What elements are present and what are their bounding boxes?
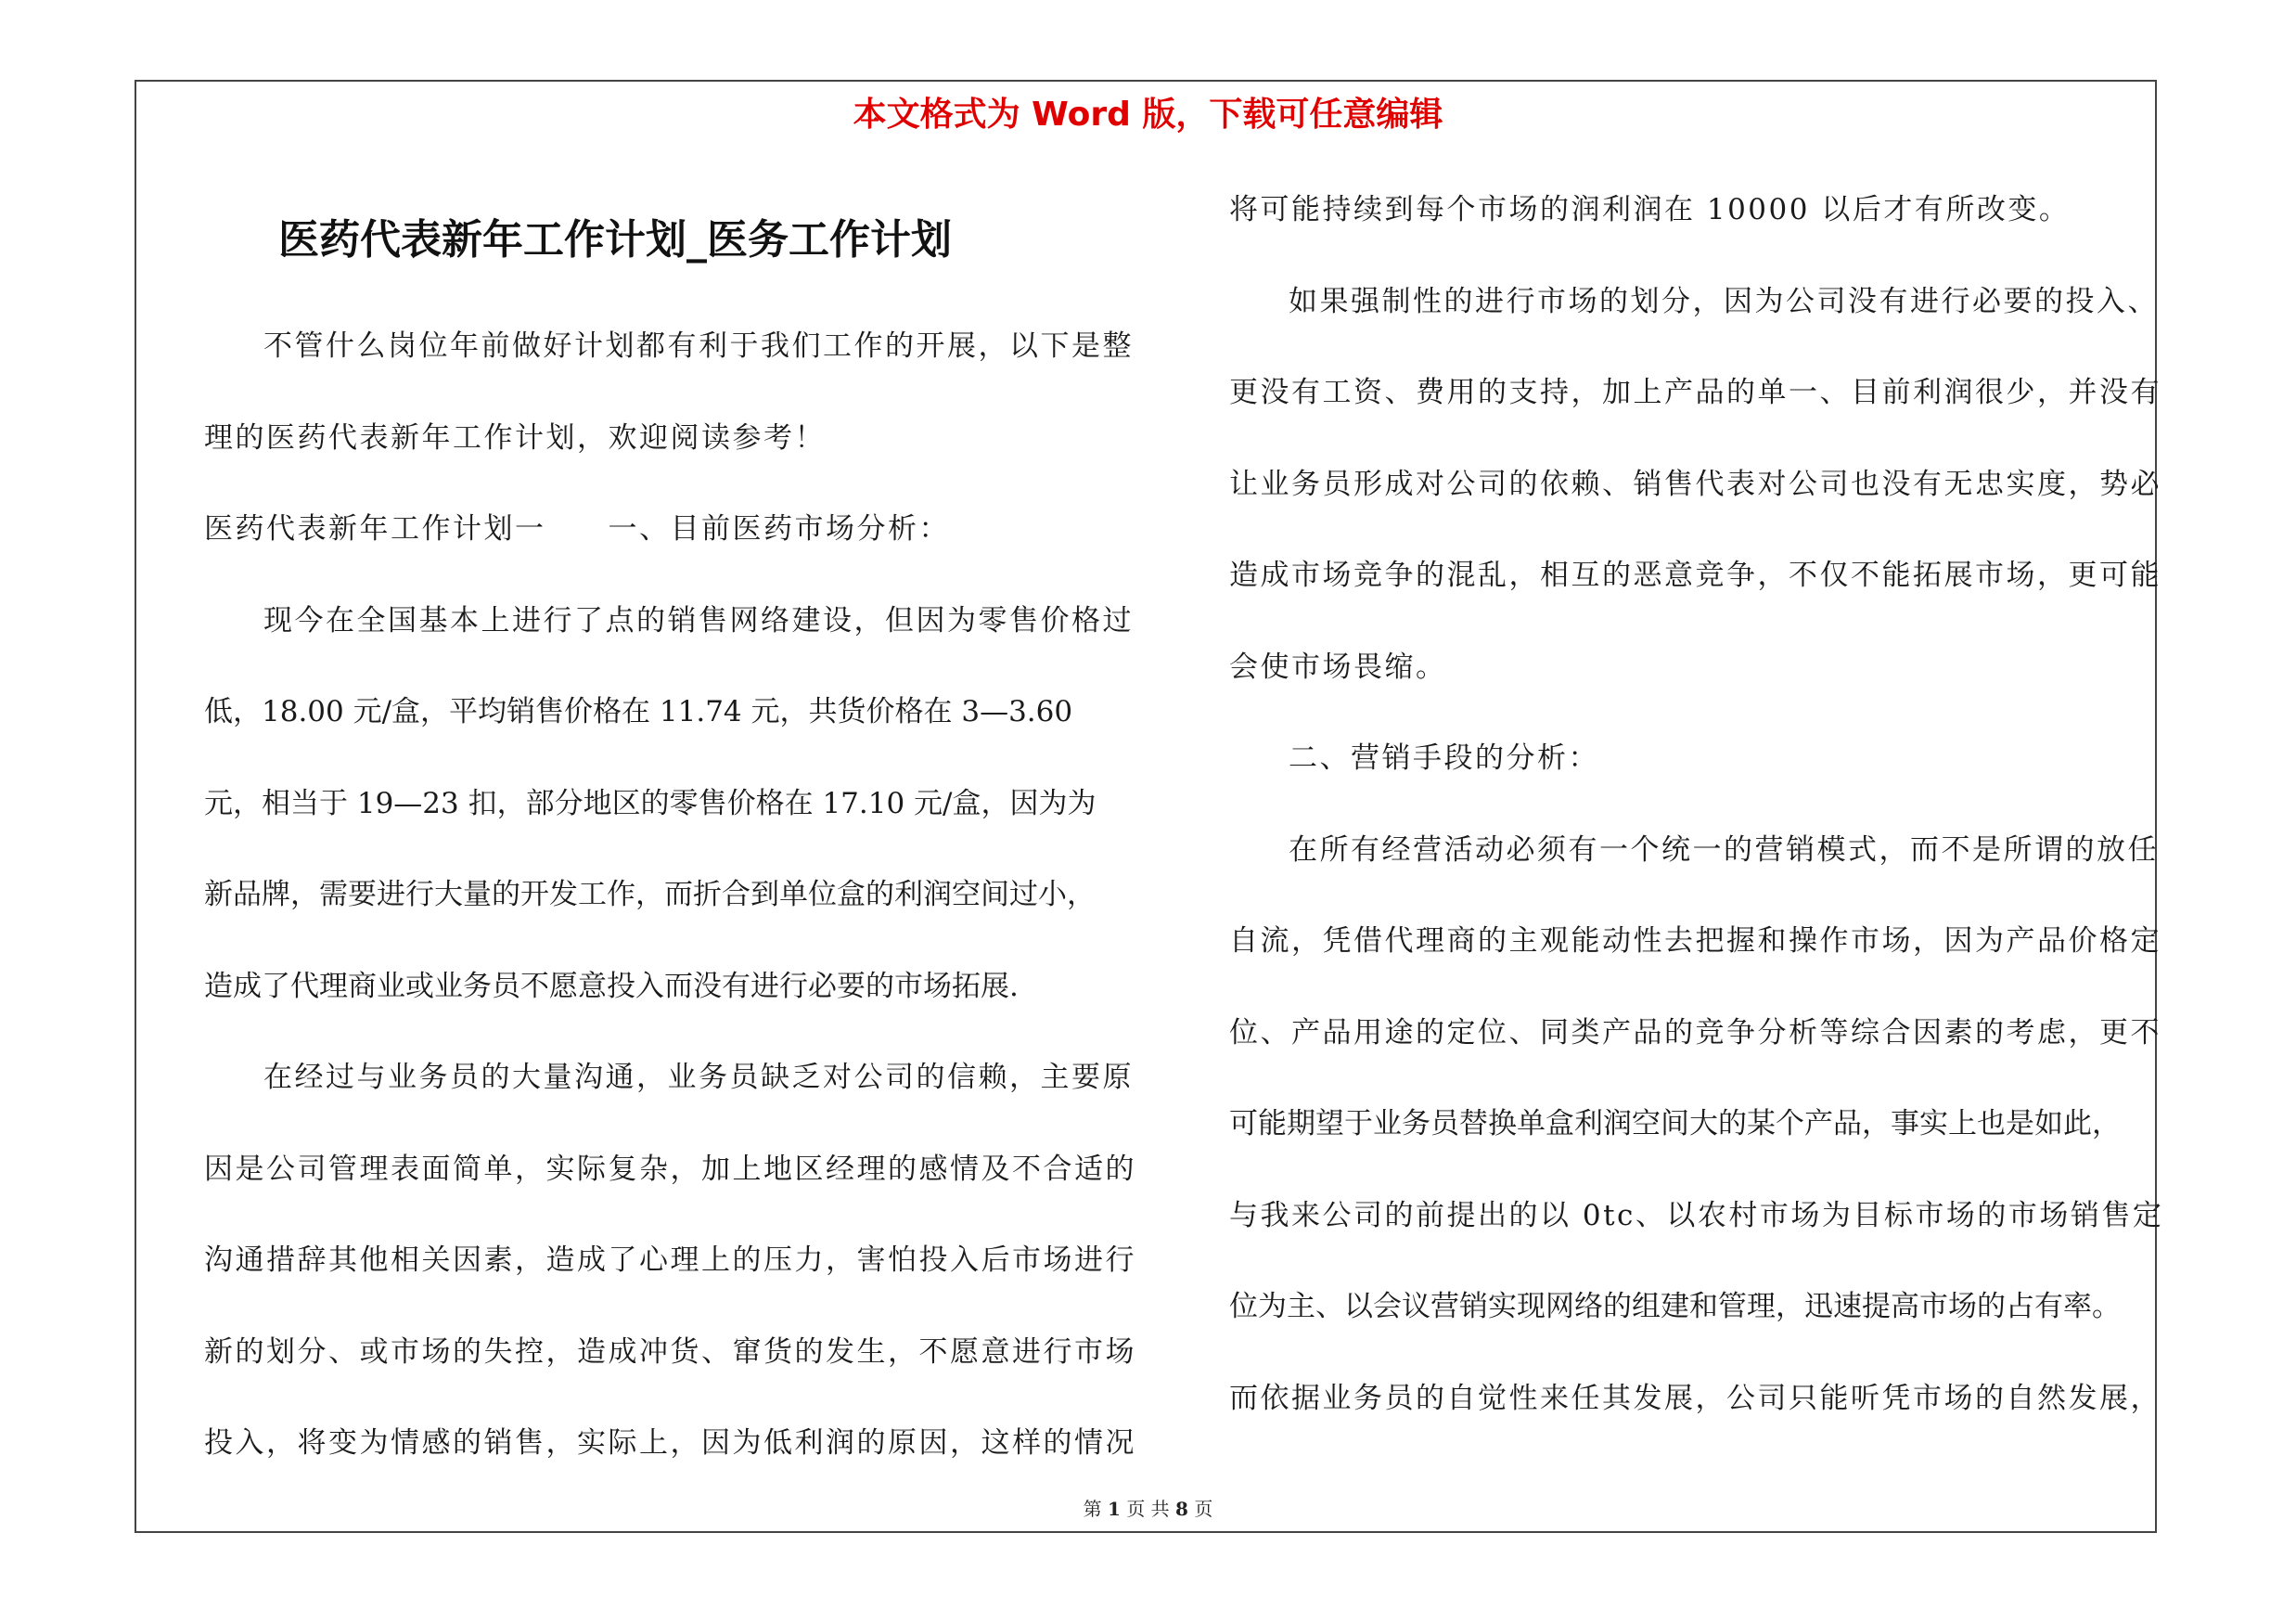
total-page-count: 8 (1175, 1498, 1188, 1520)
paragraph-line: 投入，将变为情感的销售，实际上，因为低利润的原因，这样的情况 (204, 1426, 1136, 1460)
current-page-number: 1 (1108, 1498, 1121, 1520)
section-heading: 医药代表新年工作计划一 一、目前医药市场分析： (204, 512, 950, 546)
paragraph-line: 将可能持续到每个市场的润利润在 10000 以后才有所改变。 (1229, 193, 2071, 226)
paragraph-line: 低，18.00 元/盒，平均销售价格在 11.74 元，共货价格在 3—3.60 (204, 695, 1073, 728)
paragraph-line: 更没有工资、费用的支持，加上产品的单一、目前利润很少，并没有 (1229, 376, 2161, 409)
paragraph-line: 与我来公司的前提出的以 0tc、以农村市场为目标市场的市场销售定 (1229, 1198, 2164, 1232)
left-column (204, 317, 1136, 1506)
paragraph-line: 如果强制性的进行市场的划分，因为公司没有进行必要的投入、 (1289, 284, 2159, 318)
paragraph-line: 不管什么岗位年前做好计划都有利于我们工作的开展，以下是整 (263, 329, 1134, 363)
section-heading: 二、营销手段的分析： (1289, 741, 1599, 775)
paragraph-line: 新品牌，需要进行大量的开发工作，而折合到单位盒的利润空间过小， (204, 878, 1096, 911)
paragraph-line: 新的划分、或市场的失控，造成冲货、窜货的发生，不愿意进行市场 (204, 1334, 1136, 1369)
paragraph-line: 在所有经营活动必须有一个统一的营销模式，而不是所谓的放任 (1289, 832, 2159, 867)
paragraph-line: 理的医药代表新年工作计划，欢迎阅读参考！ (204, 420, 826, 455)
paragraph-line: 而依据业务员的自觉性来任其发展，公司只能听凭市场的自然发展， (1229, 1381, 2161, 1415)
footer-middle: 页 共 (1126, 1498, 1170, 1520)
paragraph-line: 沟通措辞其他相关因素，造成了心理上的压力，害怕投入后市场进行 (204, 1243, 1136, 1277)
paragraph-line: 造成了代理商业或业务员不愿意投入而没有进行必要的市场拓展. (204, 969, 1019, 1003)
paragraph-line: 位、产品用途的定位、同类产品的竞争分析等综合因素的考虑，更不 (1229, 1015, 2161, 1050)
paragraph-line: 自流，凭借代理商的主观能动性去把握和操作市场，因为产品价格定 (1229, 924, 2161, 958)
paragraph-line: 可能期望于业务员替换单盒利润空间大的某个产品，事实上也是如此， (1229, 1107, 2121, 1140)
format-notice-banner: 本文格式为 Word 版，下载可任意编辑 (853, 96, 1443, 134)
document-title: 医药代表新年工作计划_医务工作计划 (278, 216, 952, 264)
paragraph-line: 现今在全国基本上进行了点的销售网络建设，但因为零售价格过 (263, 603, 1134, 638)
page-footer (0, 1494, 2296, 1521)
paragraph-line: 会使市场畏缩。 (1229, 650, 1447, 684)
paragraph-line: 因是公司管理表面简单，实际复杂，加上地区经理的感情及不合适的 (204, 1152, 1136, 1186)
paragraph-line: 在经过与业务员的大量沟通，业务员缺乏对公司的信赖，主要原 (263, 1061, 1134, 1094)
paragraph-line: 让业务员形成对公司的依赖、销售代表对公司也没有无忠实度，势必 (1229, 467, 2161, 501)
paragraph-line: 位为主、以会议营销实现网络的组建和管理，迅速提高市场的占有率。 (1229, 1290, 2121, 1323)
paragraph-line: 造成市场竞争的混乱，相互的恶意竞争，不仅不能拓展市场，更可能 (1229, 559, 2161, 592)
paragraph-line: 元，相当于 19—23 扣，部分地区的零售价格在 17.10 元/盒，因为为 (204, 786, 1097, 820)
right-column (1229, 181, 2164, 1461)
footer-suffix: 页 (1194, 1498, 1213, 1520)
footer-prefix: 第 (1083, 1498, 1102, 1520)
